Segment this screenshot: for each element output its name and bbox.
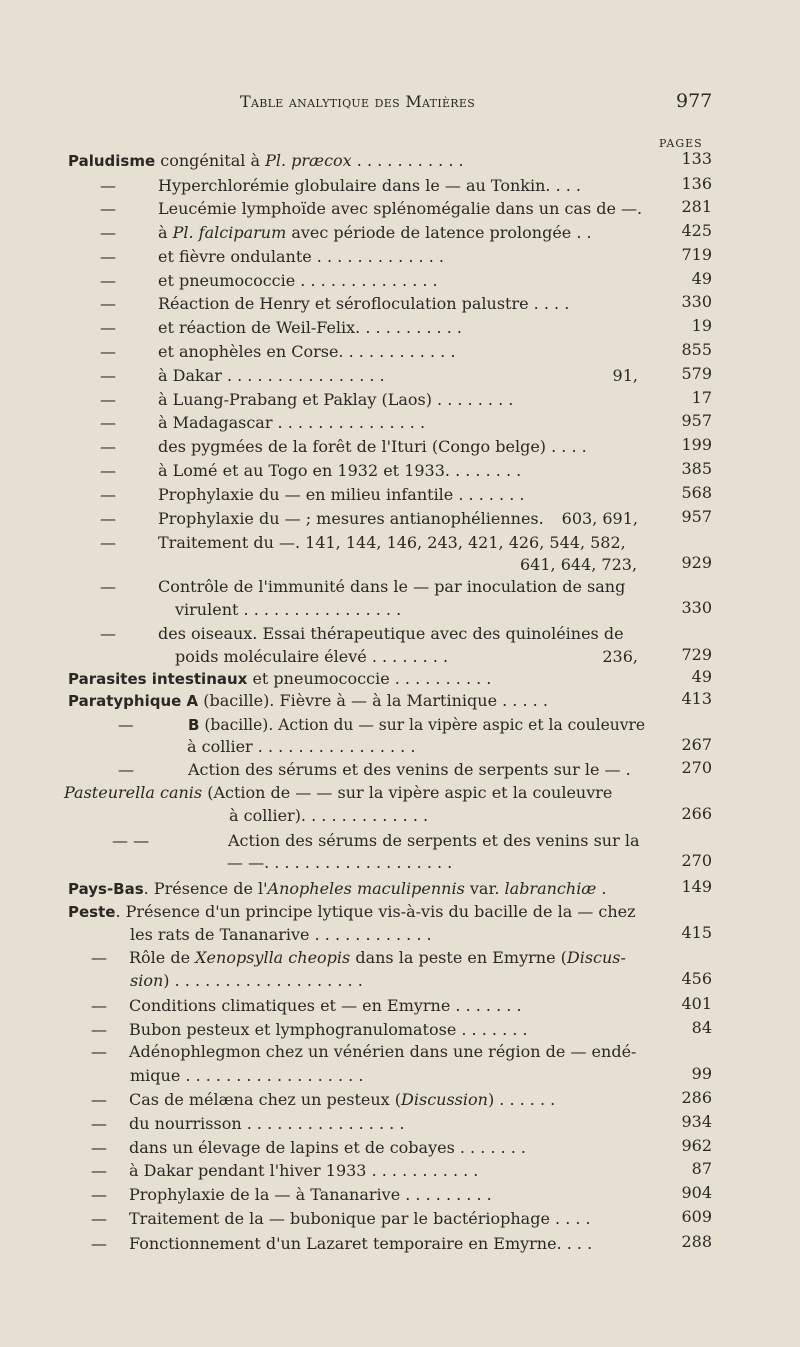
page-reference: 385 — [681, 459, 712, 478]
page-reference: 934 — [681, 1112, 712, 1131]
ditto-dash: — — [118, 716, 134, 734]
page-reference: 281 — [681, 197, 712, 216]
page-reference: 609 — [681, 1207, 712, 1226]
entry-text: à — [158, 223, 173, 242]
page-reference: 957 — [681, 507, 712, 526]
entry-text: Contrôle de l'immunité dans le — par inoculation de sang — [158, 577, 626, 596]
entry-text: Action des sérums et des venins de serpents sur le — . — [188, 760, 631, 779]
ditto-dash: — — [100, 390, 116, 409]
ditto-dash: — — [91, 1090, 107, 1109]
page-reference: 133 — [681, 149, 712, 168]
ditto-dash: — — [91, 1185, 107, 1204]
entry-text: . Présence d'un principe lytique vis-à-vis du bacille de la — chez — [115, 902, 636, 921]
entry-text: à Luang-Prabang et Paklay (Laos) . . . . . . . . — [158, 390, 514, 409]
ditto-dash: — — [100, 437, 116, 456]
entry-text: ) . . . . . . — [487, 1090, 556, 1109]
page-reference-inline: 91, — [612, 366, 638, 385]
ditto-dash: — — [100, 485, 116, 504]
entry-text: 641, 644, 723, — [520, 555, 638, 574]
page-reference: 579 — [681, 364, 712, 383]
page-reference: 415 — [681, 923, 712, 942]
ditto-dash: — — [100, 413, 116, 432]
entry-heading: Paratyphique A — [68, 692, 199, 710]
index-line — [91, 1209, 591, 1229]
ditto-dash: — — [91, 1042, 107, 1061]
index-line — [100, 577, 625, 597]
page-reference: 904 — [681, 1183, 712, 1202]
running-header: Table analytique des Matières — [240, 92, 476, 111]
entry-text: et pneumococcie . . . . . . . . . . . . . . — [158, 271, 438, 290]
index-line — [130, 1066, 363, 1086]
entry-text: (bacille). Action du — sur la vipère aspic et la couleuvre — [199, 716, 646, 734]
entry-text: Réaction de Henry et sérofloculation palustre . . . . — [158, 294, 570, 313]
page-reference: 413 — [681, 689, 712, 708]
pages-column-label: PAGES — [659, 137, 703, 150]
entry-heading: Pays-Bas — [68, 880, 144, 898]
page-reference: 49 — [691, 667, 712, 686]
ditto-dash: — — [91, 996, 107, 1015]
ditto-dash: — — [100, 199, 116, 218]
entry-text: Prophylaxie de la — à Tananarive . . . . . . . . . — [129, 1185, 492, 1204]
entry-heading: Paludisme — [68, 152, 156, 170]
index-line — [100, 485, 524, 505]
italic-term: Discussion — [401, 1090, 488, 1109]
entry-text: les rats de Tananarive . . . . . . . . . . . . — [130, 925, 432, 944]
page-reference-inline: 603, 691, — [561, 509, 638, 528]
ditto-dash: — — [100, 247, 116, 266]
ditto-dash: — — [100, 294, 116, 313]
entry-text: . Présence de l' — [143, 879, 268, 898]
entry-text: et anophèles en Corse. . . . . . . . . . . . — [158, 342, 456, 361]
index-line — [100, 223, 592, 243]
entry-text: Bubon pesteux et lymphogranulomatose . . . . . . . — [129, 1020, 528, 1039]
ditto-dash: — — [100, 461, 116, 480]
index-line — [91, 1020, 528, 1040]
entry-text: (Action de — — sur la vipère aspic et la couleuvre — [202, 783, 613, 802]
page-reference: 401 — [681, 994, 712, 1013]
entry-text: — —. . . . . . . . . . . . . . . . . . . — [227, 853, 453, 872]
entry-text: et fièvre ondulante . . . . . . . . . . . . . — [158, 247, 444, 266]
index-line — [91, 1114, 404, 1134]
index-line — [100, 176, 581, 196]
entry-text: des oiseaux. Essai thérapeutique avec des quinoléines de — [158, 624, 624, 643]
page-reference: 957 — [681, 411, 712, 430]
italic-term: Anopheles maculipennis — [267, 879, 465, 898]
entry-text: des pygmées de la forêt de l'Ituri (Congo belge) . . . . — [158, 437, 587, 456]
index-line — [91, 1090, 555, 1110]
index-line — [100, 437, 587, 457]
index-line — [91, 996, 522, 1016]
ditto-dash: — — [91, 1114, 107, 1133]
entry-text: à collier . . . . . . . . . . . . . . . . — [187, 737, 416, 756]
page-reference: 136 — [681, 174, 712, 193]
index-line — [100, 318, 462, 338]
ditto-dash: — — [100, 342, 116, 361]
italic-term: Xenopsylla cheopis — [195, 948, 351, 967]
entry-text: Hyperchlorémie globulaire dans le — au Tonkin. . . . — [158, 176, 581, 195]
ditto-dash: — — [118, 760, 134, 779]
index-line — [520, 555, 637, 575]
index-line — [64, 783, 612, 803]
index-line — [100, 413, 425, 433]
entry-text: à Lomé et au Togo en 1932 et 1933. . . . . . . . — [158, 461, 522, 480]
index-line — [68, 669, 491, 689]
page-reference: 99 — [691, 1064, 712, 1083]
index-line — [91, 1234, 592, 1254]
index-line — [229, 806, 428, 826]
index-line — [100, 247, 444, 267]
index-line — [100, 509, 544, 529]
index-line — [91, 1042, 636, 1062]
index-line — [91, 1138, 526, 1158]
entry-text: et pneumococcie . . . . . . . . . . — [247, 669, 492, 688]
page-reference: 719 — [681, 245, 712, 264]
page-reference-inline: 236, — [602, 647, 638, 666]
page-reference: 855 — [681, 340, 712, 359]
italic-term: Discus- — [566, 948, 626, 967]
entry-text: Traitement du —. 141, 144, 146, 243, 421, 426, 544, 582, — [158, 533, 626, 552]
index-line — [68, 691, 548, 711]
page-reference: 286 — [681, 1088, 712, 1107]
index-line — [130, 925, 432, 945]
entry-text: Cas de mélæna chez un pesteux ( — [129, 1090, 402, 1109]
entry-text: Traitement de la — bubonique par le bactériophage . . . . — [129, 1209, 591, 1228]
entry-text: Fonctionnement d'un Lazaret temporaire en Emyrne. . . . — [129, 1234, 593, 1253]
italic-term: sion — [130, 971, 164, 990]
entry-text: Action des sérums de serpents et des venins sur la — [228, 831, 640, 850]
page-reference: 568 — [681, 483, 712, 502]
entry-text: Leucémie lymphoïde avec splénomégalie dans un cas de —. — [158, 199, 643, 218]
index-line — [91, 948, 626, 968]
entry-text: dans un élevage de lapins et de cobayes . . . . . . . — [129, 1138, 526, 1157]
entry-text: Rôle de — [129, 948, 196, 967]
entry-text: ) . . . . . . . . . . . . . . . . . . . — [163, 971, 363, 990]
entry-text: Prophylaxie du — ; mesures antianophéliennes. — [158, 509, 544, 528]
entry-heading: Parasites intestinaux — [68, 670, 248, 688]
entry-text: à Dakar pendant l'hiver 1933 . . . . . . . . . . . — [129, 1161, 479, 1180]
index-line — [100, 342, 455, 362]
ditto-dash: — — [91, 1020, 107, 1039]
index-line — [112, 831, 640, 851]
ditto-dash: — — [91, 948, 107, 967]
ditto-dash: — — [91, 1161, 107, 1180]
entry-text: Conditions climatiques et — en Emyrne . . . . . . . — [129, 996, 522, 1015]
page-reference: 17 — [691, 388, 712, 407]
entry-heading: Peste — [68, 903, 116, 921]
ditto-dash: — — [100, 318, 116, 337]
ditto-dash: — — [100, 577, 116, 596]
entry-text: . — [596, 879, 607, 898]
ditto-dash: — — [100, 533, 116, 552]
page-reference: 270 — [681, 758, 712, 777]
entry-text: dans la peste en Emyrne ( — [350, 948, 567, 967]
entry-text: virulent . . . . . . . . . . . . . . . . — [175, 600, 402, 619]
italic-term: Pasteurella canis — [64, 783, 203, 802]
italic-term: labranchiæ — [504, 879, 597, 898]
index-line — [100, 199, 642, 219]
index-line — [227, 853, 452, 873]
ditto-dash: — — [91, 1234, 107, 1253]
page-reference: 267 — [681, 735, 712, 754]
index-line — [68, 902, 636, 922]
entry-text: Prophylaxie du — en milieu infantile . . . . . . . — [158, 485, 525, 504]
index-line — [100, 390, 513, 410]
entry-subheading: B — [188, 716, 200, 734]
page-number: 977 — [676, 90, 713, 112]
entry-text: du nourrisson . . . . . . . . . . . . . . . . — [129, 1114, 405, 1133]
ditto-dash: — — [100, 271, 116, 290]
page-reference: 19 — [691, 316, 712, 335]
page-reference: 266 — [681, 804, 712, 823]
page-reference: 288 — [681, 1232, 712, 1251]
index-line — [68, 879, 607, 899]
ditto-dash: — — — [112, 831, 150, 850]
ditto-dash: — — [100, 624, 116, 643]
page-reference: 330 — [681, 598, 712, 617]
index-line — [100, 533, 626, 553]
entry-text: à Dakar . . . . . . . . . . . . . . . . — [158, 366, 385, 385]
index-line — [118, 760, 631, 780]
page-reference: 199 — [681, 435, 712, 454]
entry-text: et réaction de Weil-Felix. . . . . . . . . . . — [158, 318, 462, 337]
entry-text: à collier). . . . . . . . . . . . . — [229, 806, 429, 825]
entry-text: mique . . . . . . . . . . . . . . . . . . — [130, 1066, 364, 1085]
page-reference: 929 — [681, 553, 712, 572]
ditto-dash: — — [100, 176, 116, 195]
page-reference: 270 — [681, 851, 712, 870]
page-reference: 330 — [681, 292, 712, 311]
page-reference: 425 — [681, 221, 712, 240]
italic-term: Pl. falciparum — [172, 223, 287, 242]
page-reference: 456 — [681, 969, 712, 988]
ditto-dash: — — [100, 223, 116, 242]
index-line — [100, 624, 624, 644]
page-reference: 962 — [681, 1136, 712, 1155]
index-line — [187, 737, 415, 757]
ditto-dash: — — [100, 509, 116, 528]
index-line — [91, 1161, 478, 1181]
index-line — [100, 461, 521, 481]
index-line — [130, 971, 363, 991]
entry-text: avec période de latence prolongée . . — [286, 223, 592, 242]
entry-text: . . . . . . . . . . . — [351, 151, 464, 170]
index-line — [118, 715, 645, 735]
index-line — [68, 151, 464, 171]
index-line — [100, 294, 569, 314]
ditto-dash: — — [100, 366, 116, 385]
page-reference: 84 — [691, 1018, 712, 1037]
italic-term: Pl. præcox — [265, 151, 352, 170]
index-line — [100, 366, 385, 386]
entry-text: congénital à — [155, 151, 266, 170]
ditto-dash: — — [91, 1209, 107, 1228]
index-line — [91, 1185, 492, 1205]
page-reference: 149 — [681, 877, 712, 896]
page-reference: 87 — [691, 1159, 712, 1178]
entry-text: à Madagascar . . . . . . . . . . . . . . . — [158, 413, 426, 432]
page-reference: 729 — [681, 645, 712, 664]
index-line — [175, 600, 401, 620]
entry-text: var. — [464, 879, 505, 898]
entry-text: poids moléculaire élevé . . . . . . . . — [175, 647, 449, 666]
ditto-dash: — — [91, 1138, 107, 1157]
index-line — [100, 271, 438, 291]
page-reference: 49 — [691, 269, 712, 288]
entry-text: Adénophlegmon chez un vénérien dans une région de — endé- — [129, 1042, 637, 1061]
index-line — [175, 647, 448, 667]
entry-text: (bacille). Fièvre à — à la Martinique . . . . . — [198, 691, 548, 710]
